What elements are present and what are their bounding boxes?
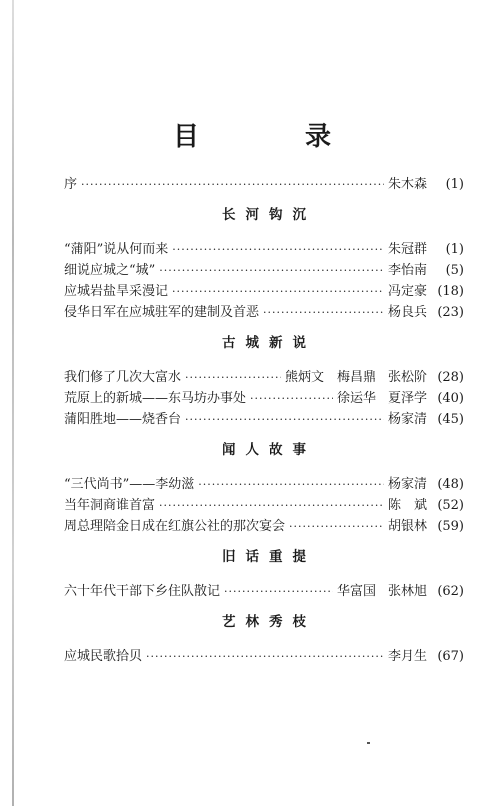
entry-author: 陈 斌 [387,498,427,513]
entry-page-number: (52) [437,498,464,513]
entry-title: 序 [64,177,78,192]
entry-author: 李怡南 [387,263,427,278]
dot-leader [289,516,384,537]
section-heading: 闻人故事 [222,442,316,458]
entry-title: 六十年代干部下乡住队散记 [64,584,221,599]
entry-author: 夏泽学 [387,391,427,406]
dot-leader [172,281,384,302]
dot-leader [159,495,384,516]
entry-page-number: (23) [437,305,464,320]
entry-author: 张林旭 [387,584,427,599]
toc-entry[interactable] [64,260,464,281]
entry-title: 侵华日军在应城驻军的建制及首恶 [64,305,260,320]
dot-leader [185,409,384,430]
entry-author: 杨家清 [387,477,427,492]
entry-author: 朱冠群 [387,242,427,257]
entry-coauthor: 徐运华 [336,391,376,406]
section-heading: 艺林秀枝 [222,614,316,630]
toc-entry[interactable] [64,281,464,302]
entry-title: 荒原上的新城——东马坊办事处 [64,391,247,406]
entry-title: 当年洞商谁首富 [64,498,156,513]
dot-leader [198,474,384,495]
section-heading: 旧话重提 [222,549,316,565]
entry-title: 细说应城之“城” [64,263,156,278]
entry-page-number: (18) [437,284,464,299]
toc-entry[interactable] [64,581,464,602]
entry-author: 冯定豪 [387,284,427,299]
entry-page-number: (28) [437,370,464,385]
entry-page-number: (45) [437,412,464,427]
dot-leader [250,388,333,409]
entry-author: 张松阶 [387,370,427,385]
entry-title: 我们修了几次大富水 [64,370,182,385]
entry-title: 应城岩盐旱采漫记 [64,284,169,299]
entry-title: 应城民歌拾贝 [64,649,143,664]
section-heading: 长河钩沉 [222,207,316,223]
toc-entry[interactable] [64,239,464,260]
dot-leader [146,646,384,667]
entry-title: 周总理陪金日成在红旗公社的那次宴会 [64,519,286,534]
stray-print-mark [367,742,370,744]
entry-page-number: (59) [437,519,464,534]
dot-leader [224,581,333,602]
entry-page-number: (62) [437,584,464,599]
entry-coauthor: 熊炳文 梅昌鼎 [284,370,376,385]
entry-author: 杨良兵 [387,305,427,320]
entry-title: 蒲阳胜地——烧香台 [64,412,182,427]
entry-author: 朱木森 [387,177,427,192]
entry-coauthor: 华富国 [336,584,376,599]
page-title: 目 录 [172,122,371,152]
toc-entry[interactable] [64,474,464,495]
entry-page-number: (67) [437,649,464,664]
toc-entry[interactable] [64,646,464,667]
toc-entry[interactable] [64,495,464,516]
entry-page-number: (1) [445,177,464,192]
entry-author: 杨家清 [387,412,427,427]
dot-leader [263,302,384,323]
entry-page-number: (40) [437,391,464,406]
toc-entry[interactable] [64,409,464,430]
entry-title: “三代尚书”——李幼滋 [64,477,195,492]
table-of-contents [64,174,464,667]
toc-entry[interactable] [64,388,464,409]
dot-leader [172,239,384,260]
toc-entry[interactable] [64,516,464,537]
entry-title: “蒲阳”说从何而来 [64,242,169,257]
entry-page-number: (48) [437,477,464,492]
dot-leader [81,174,384,195]
section-heading: 古城新说 [222,335,316,351]
entry-author: 胡银林 [387,519,427,534]
entry-page-number: (1) [445,242,464,257]
toc-entry[interactable] [64,302,464,323]
dot-leader [185,367,281,388]
entry-author: 李月生 [387,649,427,664]
toc-entry[interactable] [64,367,464,388]
entry-page-number: (5) [445,263,464,278]
toc-entry-preface[interactable] [64,174,464,195]
dot-leader [159,260,384,281]
